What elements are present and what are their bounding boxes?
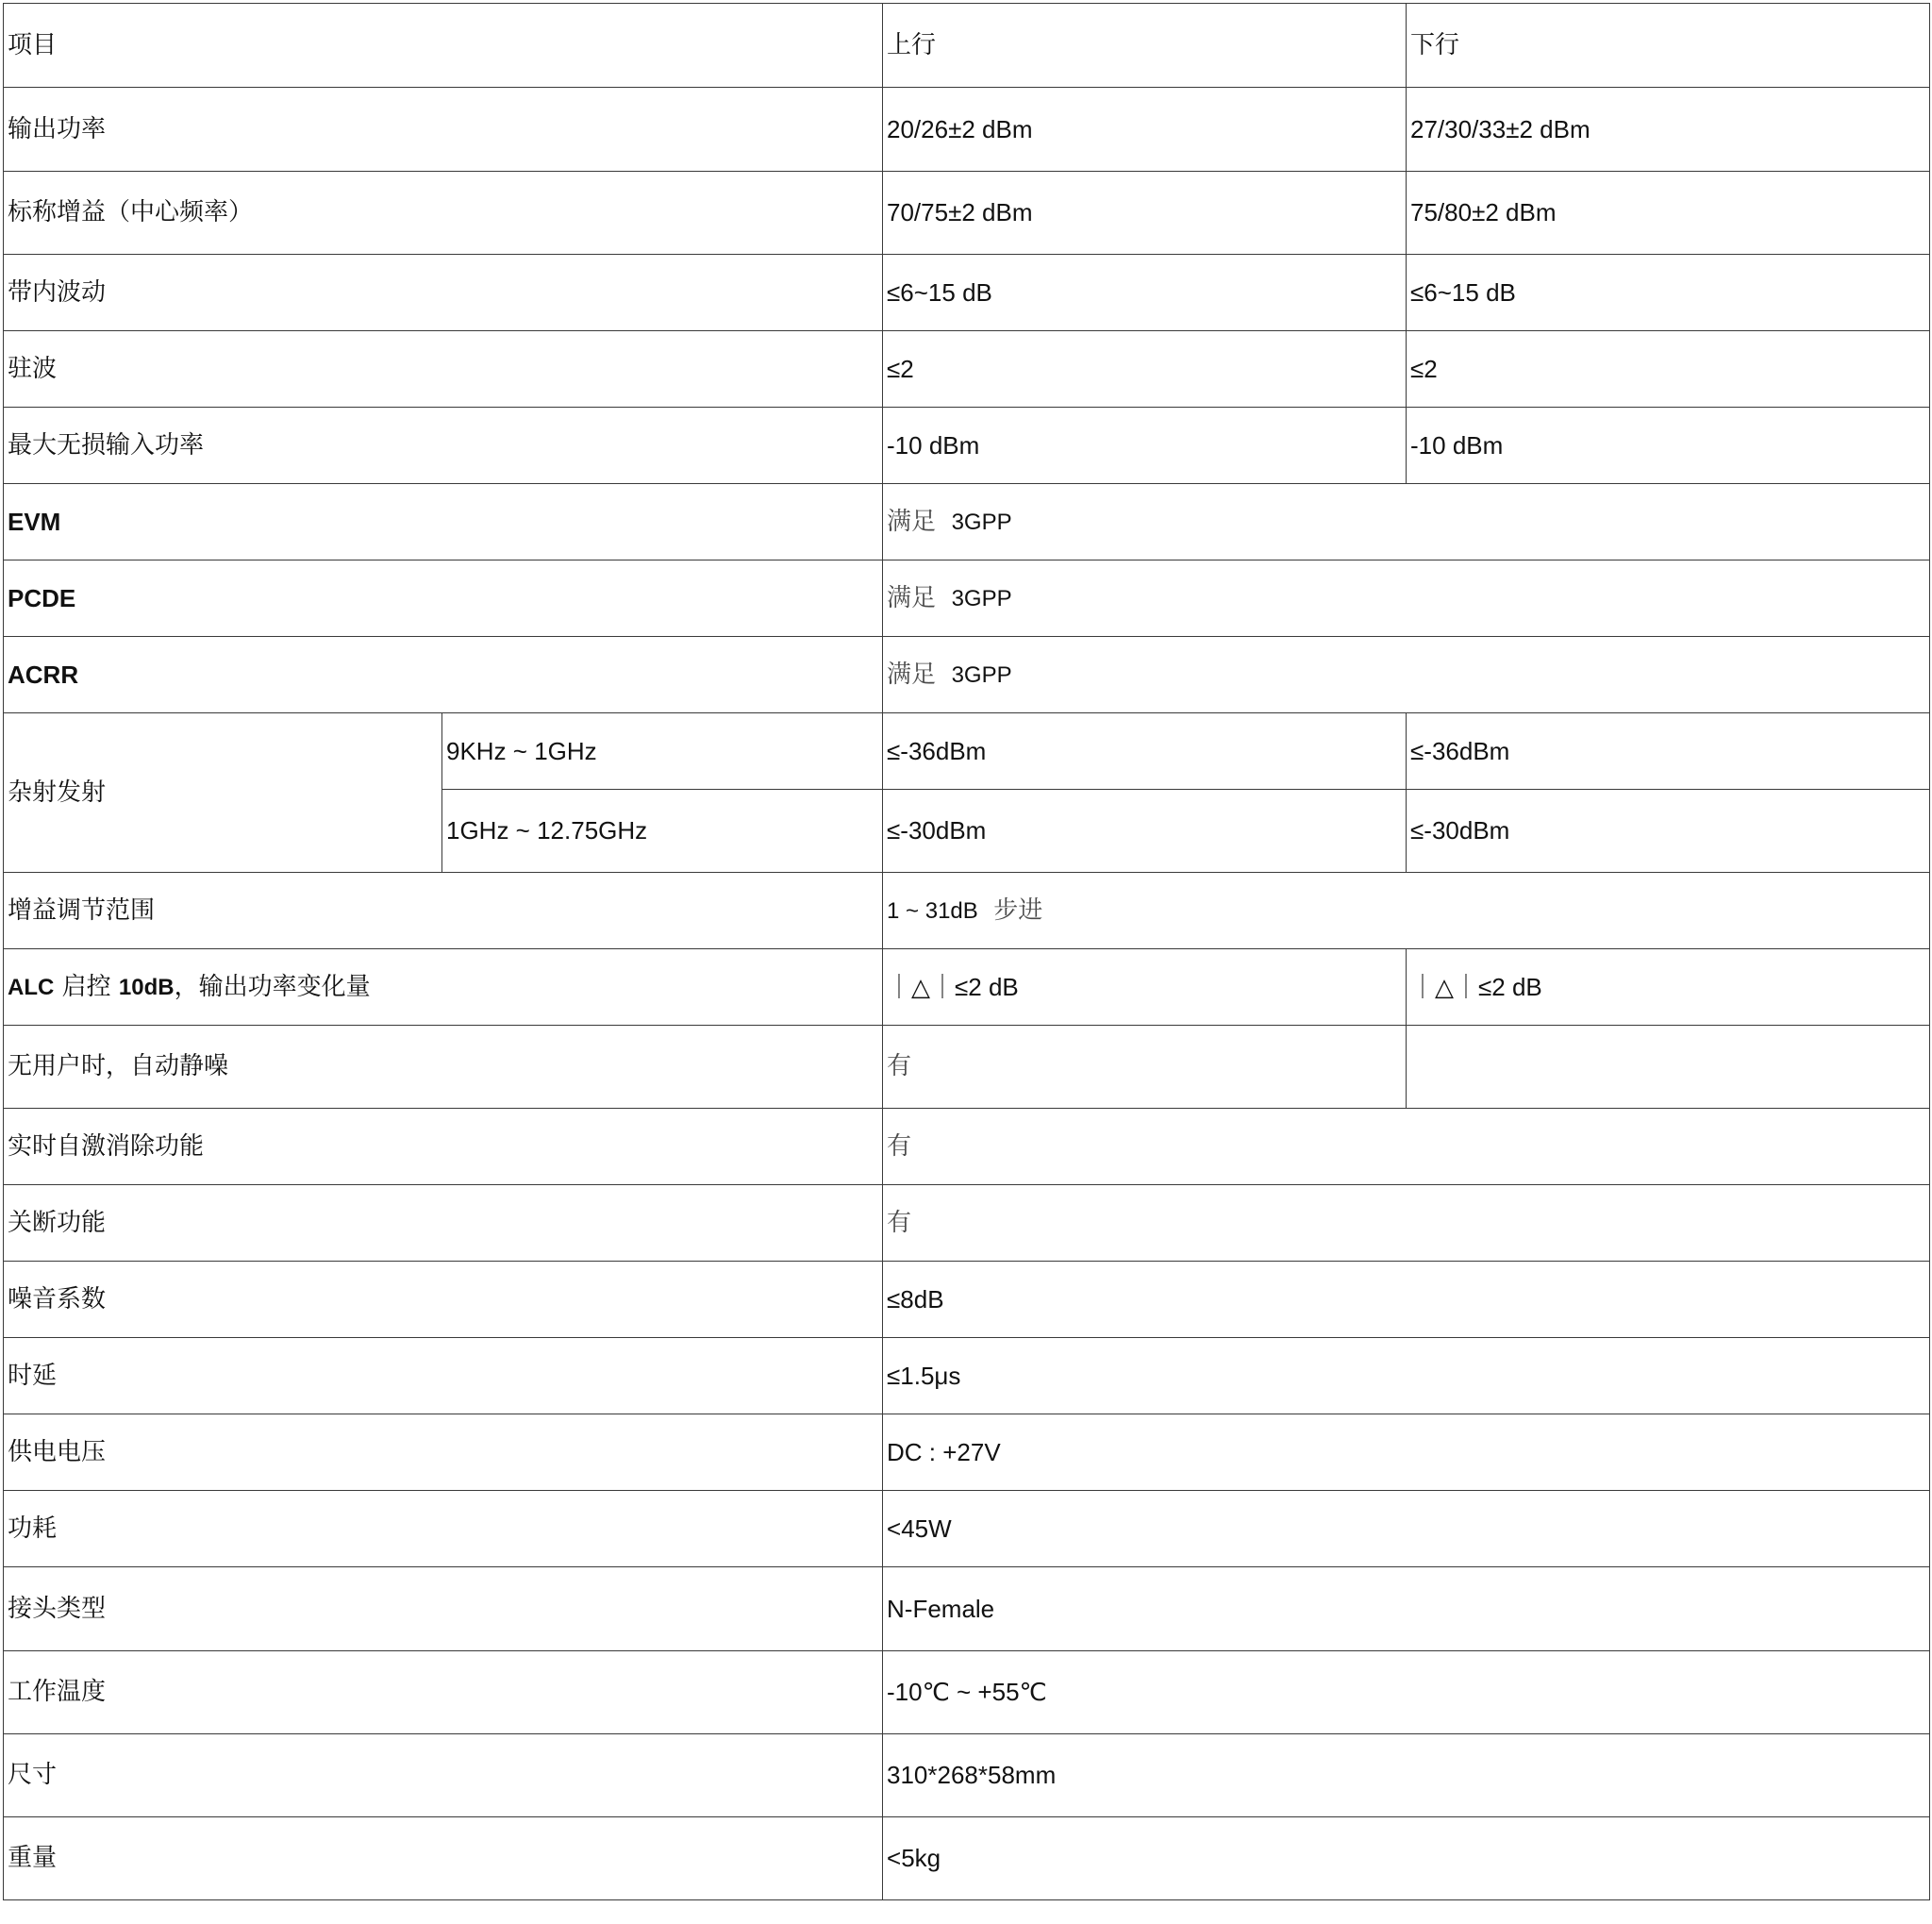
uplink-value: ≤-36dBm — [883, 713, 1407, 790]
table-row — [4, 1338, 1930, 1414]
table-row — [4, 560, 1930, 637]
alc-label-mid: 启控 — [61, 972, 111, 1001]
freq-range: 9KHz ~ 1GHz — [442, 713, 883, 790]
downlink-value: -10 dBm — [1407, 408, 1930, 484]
table-row — [4, 713, 1930, 790]
shared-value — [883, 484, 1930, 560]
uplink-value: ≤2 — [883, 331, 1407, 408]
table-row — [4, 1026, 1930, 1109]
header-item: 项目 — [4, 4, 883, 88]
downlink-value: 75/80±2 dBm — [1407, 172, 1930, 255]
uplink-value: ≤6~15 dB — [883, 255, 1407, 331]
downlink-value: ≤-30dBm — [1407, 790, 1930, 873]
step-label: 步进 — [993, 895, 1043, 925]
table-row — [4, 1262, 1930, 1338]
uplink-value: -10 dBm — [883, 408, 1407, 484]
row-label: 增益调节范围 — [4, 873, 883, 949]
header-row — [4, 4, 1930, 88]
row-label: 时延 — [4, 1338, 883, 1414]
table-row — [4, 1817, 1930, 1900]
header-downlink: 下行 — [1407, 4, 1930, 88]
shared-value — [883, 873, 1930, 949]
downlink-value: ≤-36dBm — [1407, 713, 1930, 790]
row-label: 实时自激消除功能 — [4, 1109, 883, 1185]
value-cn: 满足 — [887, 660, 937, 689]
table-row — [4, 1109, 1930, 1185]
row-label: 输出功率 — [4, 88, 883, 172]
shared-value: <45W — [883, 1491, 1930, 1567]
shared-value: -10℃ ~ +55℃ — [883, 1651, 1930, 1734]
downlink-value — [1407, 1026, 1930, 1109]
shared-value: 有 — [883, 1109, 1930, 1185]
row-label: 带内波动 — [4, 255, 883, 331]
value-std: 3GPP — [951, 585, 1012, 611]
row-label: 功耗 — [4, 1491, 883, 1567]
table-row — [4, 408, 1930, 484]
spec-table — [3, 3, 1930, 1900]
row-label: 供电电压 — [4, 1414, 883, 1491]
uplink-value: ｜△｜≤2 dB — [883, 949, 1407, 1026]
table-row — [4, 873, 1930, 949]
gain-range: 1 ~ 31dB — [887, 897, 978, 924]
row-label — [4, 949, 883, 1026]
table-row — [4, 255, 1930, 331]
uplink-value: ≤-30dBm — [883, 790, 1407, 873]
shared-value — [883, 560, 1930, 637]
row-label: 最大无损输入功率 — [4, 408, 883, 484]
value-cn: 满足 — [887, 583, 937, 612]
row-label: 尺寸 — [4, 1734, 883, 1817]
shared-value: DC : +27V — [883, 1414, 1930, 1491]
alc-label-tail: ，输出功率变化量 — [174, 972, 371, 1001]
table-row — [4, 1491, 1930, 1567]
row-label: 噪音系数 — [4, 1262, 883, 1338]
shared-value: <5kg — [883, 1817, 1930, 1900]
table-row — [4, 331, 1930, 408]
table-row — [4, 1734, 1930, 1817]
shared-value: 310*268*58mm — [883, 1734, 1930, 1817]
uplink-value: 20/26±2 dBm — [883, 88, 1407, 172]
row-label: ACRR — [4, 637, 883, 713]
shared-value: N-Female — [883, 1567, 1930, 1651]
row-label: PCDE — [4, 560, 883, 637]
table-row — [4, 949, 1930, 1026]
table-row — [4, 88, 1930, 172]
shared-value: ≤8dB — [883, 1262, 1930, 1338]
alc-threshold: 10dB — [118, 974, 175, 1000]
uplink-value: 70/75±2 dBm — [883, 172, 1407, 255]
row-label: 重量 — [4, 1817, 883, 1900]
downlink-value: 27/30/33±2 dBm — [1407, 88, 1930, 172]
value-cn: 满足 — [887, 507, 937, 536]
table-row — [4, 1651, 1930, 1734]
table-row — [4, 484, 1930, 560]
table-row — [4, 172, 1930, 255]
row-label: EVM — [4, 484, 883, 560]
freq-range: 1GHz ~ 12.75GHz — [442, 790, 883, 873]
uplink-value: 有 — [883, 1026, 1407, 1109]
table-row — [4, 1185, 1930, 1262]
value-std: 3GPP — [951, 509, 1012, 535]
shared-value — [883, 637, 1930, 713]
downlink-value: ≤6~15 dB — [1407, 255, 1930, 331]
row-label: 标称增益（中心频率） — [4, 172, 883, 255]
downlink-value: ｜△｜≤2 dB — [1407, 949, 1930, 1026]
row-label: 关断功能 — [4, 1185, 883, 1262]
row-label: 接头类型 — [4, 1567, 883, 1651]
row-label: 杂射发射 — [4, 713, 442, 873]
shared-value: ≤1.5μs — [883, 1338, 1930, 1414]
shared-value: 有 — [883, 1185, 1930, 1262]
table-row — [4, 1414, 1930, 1491]
value-std: 3GPP — [951, 661, 1012, 688]
row-label: 无用户时，自动静噪 — [4, 1026, 883, 1109]
table-row — [4, 1567, 1930, 1651]
row-label: 驻波 — [4, 331, 883, 408]
header-uplink: 上行 — [883, 4, 1407, 88]
row-label: 工作温度 — [4, 1651, 883, 1734]
table-row — [4, 637, 1930, 713]
downlink-value: ≤2 — [1407, 331, 1930, 408]
alc-label: ALC — [8, 974, 55, 1000]
